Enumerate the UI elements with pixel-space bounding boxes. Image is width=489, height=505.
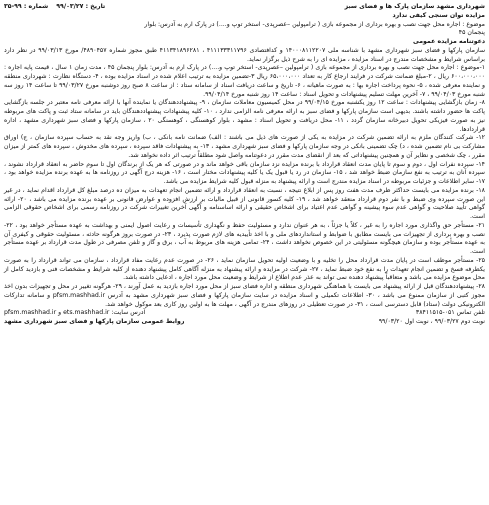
- notice-paragraph: ۲۸- پیشنهاددهندگان قبل از ارائه پیشنهاد می بایست با هماهنگی شهرداری منطقه و اداره فضای سبز از محل مورد اجاره بازدید به عمل آورند ، ۲۹- هرگونه تغییر در محل و تجهیزات بدون اخذ مجوز کتبی از سازمان ممنوع می باشد ، ۳۰- اطلاعات تکمیلی و اسناد مزایده در سایت سازمان پارکها و فضای سبز شهرداری مشهد به آدرس pfsm.mashhad.ir و سامانه تدارکات الکترونیکی دولت (ستاد) قابل دسترسی است ، ۳۱- در صورت تعطیلی در روزهای مندرج در آگهی ، مهلت ها به اولین روز کاری بعد موکول خواهد شد.: [4, 283, 485, 308]
- notice-number: شماره : ۹۹-۳۵: [4, 3, 49, 10]
- footer-sites: آدرس سایت: ets.mashhad.ir و pfsm.mashhad.ir: [4, 309, 146, 317]
- footer-tel: تلفن تماس ۰۵۱-۳۸۴۱۱۵۱۵: [415, 309, 485, 317]
- notice-meta: [4, 3, 105, 12]
- notice-paragraph: سازمان پارکها و فضای سبز شهرداری مشهد با شناسه ملی ۱۴۰۰۰۸۱۱۲۲۰۷ و کدافتصادی ۴۱۱۱۳۳۳۱۱۷۹۶ ، ۴۱۱۳۴۱۸۹۶۲۸۱ طبق مجوز شماره ۴۸۹۰۴۵۷/ مورخ ۹۹/۰۳/۱۳ در نظر دارد براساس شرایط و مشخصات مندرج در اسناد مزایده ، مزایده ای را به شرح ذیل برگزار نماید.: [4, 46, 486, 63]
- notice-subtitle: مزایده توان سنجی کیفی ندارد: [392, 11, 485, 19]
- notice-header: [4, 3, 485, 12]
- notice-block: پنجمان ۴۵: [458, 29, 485, 37]
- notice-footer-2: [4, 318, 485, 327]
- notice-footer: [4, 309, 485, 318]
- notice-call: دعوتنامه مزایده عمومی: [412, 38, 485, 45]
- notice-paragraph: ۱۴- سپرده نفرات اول ، دوم و سوم تا پایان مدت انعقاد قرارداد با برنده مزایده نزد سازمان باقی خواهد ماند و در صورتی که هر یک از برندگان اول تا سوم حاضر به انعقاد قرارداد نشوند ، سپرده آنان به ترتیب به نفع سازمان ضبط خواهد شد ، ۱۵- سازمان در رد یا قبول یک یا کلیه پیشنهادات مختار است ، ۱۶- هزینه درج آگهی در روزنامه ها به عهده برنده مزایده خواهد بود ، ۱۷- سایر اطلاعات و جزئیات مربوطه در اسناد مزایده مندرج است و ارائه پیشنهاد به منزله قبول کلیه شرایط مزایده می باشد.: [4, 160, 485, 185]
- footer-signature: روابط عمومی سازمان پارکها و فضای سبز شهرداری مشهد: [4, 318, 185, 325]
- notice-subject: موضوع : اجاره محل جهت نصب و بهره برداری از مجموعه بازی ( ترامپولین –عصرپدی- استخر توپ و....) در پارک ارم به آدرس: بلوار: [144, 20, 485, 28]
- notice-paragraph: ۱-موضوع : اجاره محل جهت نصب و بهره برداری از مجموعه بازی ( ترامپولین –عصرپدی- استخر توپ و....) در پارک ارم به آدرس: بلوار پنجمان ۴۵ ، مدت زمان ۱ سال ، قیمت پایه اجاره : ۶۰۰،۰۰۰،۰۰۰ ریال ، ۲-مبلغ ضمانت شرکت در فرایند ارجاع کار به تعداد ۶۵،۰۰۰،۰۰۰ ریال ۳-تضمین مزایده به ترتیب اعلام شده در اسناد مزایده بوده ، ۴- دستگاه نظارت : شهرداری منطقه و نماینده معرفی شده ، ۵- نحوه پرداخت اجاره بها : به صورت ماهیانه ، ۶- تاریخ و ساعت دریافت اسناد از سامانه ستاد : از ساعت ۸ صبح روز دوشنبه مورخ ۹۹/۰۳/۲۷ تا ساعت ۱۴ روز سه شنبه مورخ ۹۹/۰۴/۰۳ ، ۷- آخرین مهلت تسلیم پیشنهادات و تحویل اسناد : ساعت ۱۴ روز شنبه مورخ ۹۹/۰۴/۱۴.: [4, 64, 486, 98]
- notice-paragraph: ۲۱- مستأجر حق واگذاری مورد اجاره را به غیر ، کلاً یا جزئاً ، به هر عنوان ندارد و مسئولیت حفظ و نگهداری تأسیسات و رعایت اصول ایمنی و بهداشت به عهده مستأجر خواهد بود ، ۲۲- نصب و بهره برداری از تجهیزات می بایست مطابق با ضوابط و استانداردهای ملی و با اخذ تأییدیه های لازم صورت پذیرد ، ۲۳- در صورت بروز هرگونه حادثه ، مسئولیت حقوقی و کیفری آن به عهده مستأجر بوده و سازمان هیچگونه مسئولیتی در این خصوص نخواهد داشت ، ۲۴- تمامی هزینه های مربوط به آب ، برق و گاز و تلفن مصرفی در طول مدت قرارداد بر عهده مستأجر است.: [4, 221, 486, 255]
- notice-paragraph: ۱۸- برنده مزایده می بایست حداکثر ظرف مدت هفت روز پس از ابلاغ نتیجه ، نسبت به انعقاد قرارداد و ارائه تضمین انجام تعهدات به میزان ده درصد مبلغ کل قرارداد اقدام نماید ، در غیر این صورت سپرده وی ضبط و با نفر دوم قرارداد منعقد خواهد شد ، ۱۹- کلیه کسور قانونی از قبیل مالیات بر ارزش افزوده و عوارض قانونی بر عهده برنده مزایده می باشد ، ۲۰- ارائه گواهی تأیید صلاحیت و گواهی عدم سوء پیشینه و گواهی عدم اعتیاد برای اشخاص حقیقی و ارائه اساسنامه و آگهی آخرین تغییرات شرکت در روزنامه رسمی برای اشخاص حقوقی الزامی است.: [4, 186, 485, 220]
- notice-paragraph: ۱۲- شرکت کنندگان ملزم به ارائه تضمین شرکت در مزایده به یکی از صورت های ذیل می باشند : الف) ضمانت نامه بانکی ، ب) واریز وجه نقد به حساب سپرده سازمان ، ج) اوراق مشارکت بی نام تضمین شده ، د) چک تضمینی بانکی در وجه سازمان پارکها و فضای سبز شهرداری مشهد ، ۱۳- به پیشنهادات فاقد سپرده ، سپرده های مخدوش ، سپرده های کمتر از میزان مقرر ، چک شخصی و نظایر آن و همچنین پیشنهاداتی که بعد از انقضای مدت مقرر در دعوتنامه واصل شود مطلقاً ترتیب اثر داده نخواهد شد.: [4, 134, 485, 159]
- notice-paragraph: ۲۵- مستأجر موظف است در پایان مدت قرارداد محل را تخلیه و با وضعیت اولیه تحویل سازمان نماید ، ۲۶- در صورت عدم رعایت مفاد قرارداد ، سازمان می تواند قرارداد را به صورت یکطرفه فسخ و تضمین انجام تعهدات را به نفع خود ضبط نماید ، ۲۷- شرکت در مزایده و ارائه پیشنهاد به منزله آگاهی کامل پیشنهاد دهنده از کلیه شرایط و مشخصات فنی و بازدید کامل از محل موضوع مزایده می باشد و متعاقباً پیشنهاد دهنده نمی تواند به عذر عدم اطلاع از شرایط و وضعیت محل مورد اجاره ، ادعایی داشته باشد.: [4, 256, 485, 282]
- notice-paragraph: ۸- زمان بازگشایی پیشنهادات : ساعت ۱۲ روز یکشنبه مورخ ۹۹/۰۴/۱۵ در محل کمیسیون معاملات سازمان ، ۹- پیشنهاددهندگان یا نماینده آنها با ارائه معرفی نامه معتبر در جلسه بازگشایی پاکت ها حضور داشته باشند. بدیهی است سازمان پارکها و فضای سبز به ارائه معرفی نامه الزامی ندارد ، ۱۰- کلیه پیشنهادات پیشنهاددهندگان باید در سامانه ستاد ثبت و پاکت های مربوطه نیز به صورت فیزیکی تحویل دبیرخانه سازمان گردد ، ۱۱- محل دریافت و تحویل اسناد : مشهد ، بلوار کوهسنگی ، کوهسنگی ۲۰ ، سازمان پارکها و فضای سبز شهرداری مشهد ، اداره قراردادها.: [4, 99, 485, 133]
- footer-dates: نوبت دوم ۹۹/۰۳/۲۷ ، نوبت اول ۹۹/۰۳/۲۰: [378, 318, 485, 325]
- org-name: شهرداری مشهد سازمان پارک ها و فضای سبز: [344, 3, 485, 10]
- notice-date: تاریخ : ۹۹/۰۳/۲۷: [56, 3, 106, 10]
